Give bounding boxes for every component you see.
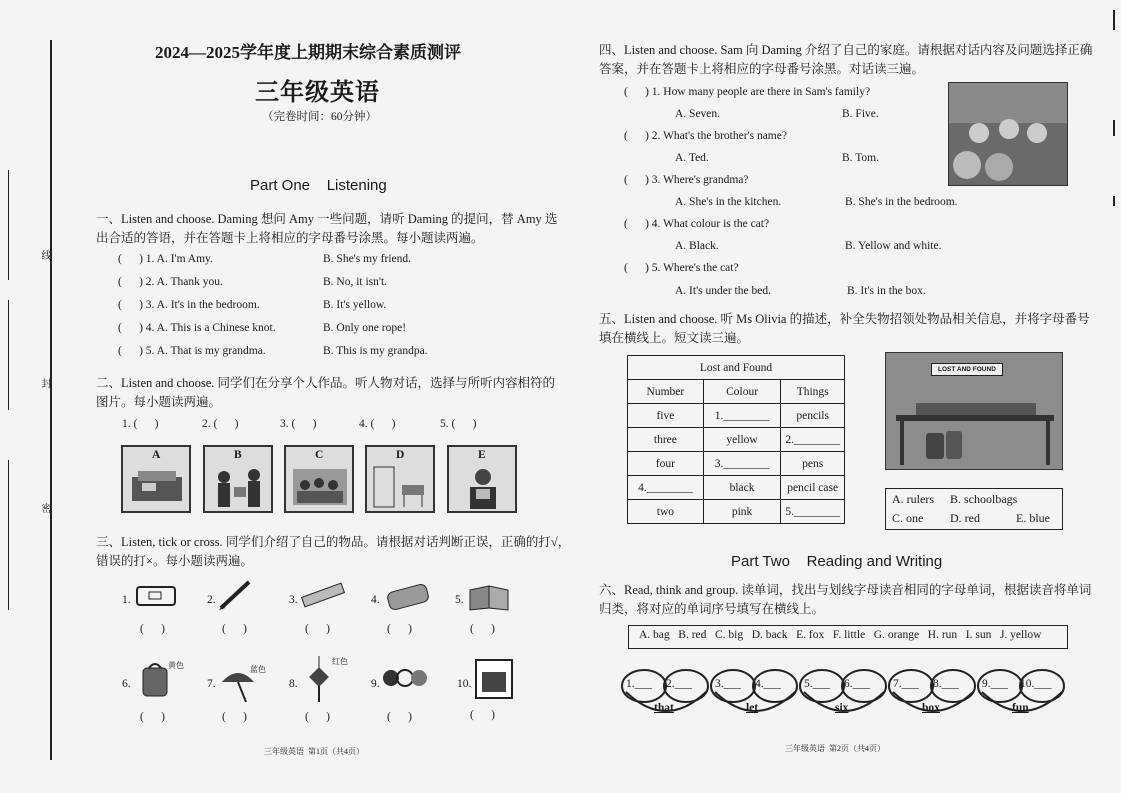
sec2-picture-a: A xyxy=(121,445,191,513)
sec4-q5-b: B. It's in the box. xyxy=(847,285,926,297)
sec5-options: A. rulers B. schoolbags C. one D. red E. blue xyxy=(885,488,1063,530)
bowl-blank[interactable]: 2.___ xyxy=(666,678,692,690)
bowl-word: box xyxy=(922,702,940,714)
sec1-q5: ( ) 5. A. That is my grandma. xyxy=(118,345,266,357)
sec4-q2: ( ) 2. What's the brother's name? xyxy=(624,130,787,142)
sec5-instruction-2: 填在横线上。短文读三遍。 xyxy=(599,331,750,345)
table-cell-blank[interactable]: 2.________ xyxy=(781,428,845,452)
subject-title: 三年级英语 xyxy=(255,80,380,106)
sec4-instruction-1: 四、Listen and choose. Sam 向 Daming 介绍了自己的家庭。请根据对话内容及问题选择正确 xyxy=(599,43,1093,57)
sec3-instruction-1: 三、Listen, tick or cross. 同学们介绍了自己的物品。请根据对话判断正误，正确的打√， xyxy=(96,535,571,549)
margin-label-secret: 密 xyxy=(39,503,50,513)
sec2-blank-4: 4. ( ) xyxy=(359,418,396,430)
sec4-q5: ( ) 5. Where's the cat? xyxy=(624,262,739,274)
exam-time: （完卷时间：60分钟） xyxy=(262,111,377,123)
sec3-instruction-2: 错误的打×。每小题读两遍。 xyxy=(96,554,254,568)
table-row xyxy=(628,452,845,476)
sec3-num-8: 8. xyxy=(289,678,298,690)
sec1-q5-b: B. This is my grandpa. xyxy=(323,345,428,357)
table-row xyxy=(628,428,845,452)
table-header: Things xyxy=(781,380,845,404)
sec6-instruction-1: 六、Read, think and group. 读单词，找出与划线字母读音相同的字母单词，根据读音将单词 xyxy=(599,583,1092,597)
bowl-blank[interactable]: 3.___ xyxy=(715,678,741,690)
bowl-blank[interactable]: 8.___ xyxy=(933,678,959,690)
sec1-q1-b: B. She's my friend. xyxy=(323,253,411,265)
table-cell: two xyxy=(628,500,704,524)
part-two-title: Part Two Reading and Writing xyxy=(731,553,943,570)
table-cell: pencils xyxy=(781,404,845,428)
table-cell: black xyxy=(703,476,781,500)
bowl-blank[interactable]: 7.___ xyxy=(893,678,919,690)
sec3-num-7: 7. xyxy=(207,678,216,690)
table-cell: three xyxy=(628,428,704,452)
lost-and-found-table xyxy=(627,355,845,524)
sec2-blank-2: 2. ( ) xyxy=(202,418,239,430)
sec5-instruction-1: 五、Listen and choose. 听 Ms Olivia 的描述，补全失物招领处物品相关信息，并将字母番号 xyxy=(599,312,1090,326)
sec4-q4: ( ) 4. What colour is the cat? xyxy=(624,218,770,230)
sec6-instruction-2: 归类，将对应的单词序号填写在横线上。 xyxy=(599,602,825,616)
painting-icon xyxy=(474,658,514,700)
sec3-num-4: 4. xyxy=(371,594,380,606)
ruler-icon xyxy=(298,580,346,610)
table-cell: pencil case xyxy=(781,476,845,500)
table-cell-blank[interactable]: 4.________ xyxy=(628,476,704,500)
sec4-q1-b: B. Five. xyxy=(842,108,879,120)
sec3-paren-3: ( ) xyxy=(305,623,330,635)
sec3-paren-9: ( ) xyxy=(387,711,412,723)
table-header: Colour xyxy=(703,380,781,404)
sec1-q3: ( ) 3. A. It's in the bedroom. xyxy=(118,299,260,311)
table-row xyxy=(628,404,845,428)
sec1-q2: ( ) 2. A. Thank you. xyxy=(118,276,223,288)
sec2-instruction-1: 二、Listen and choose. 同学们在分享个人作品。听人物对话，选择与所听内容相符的 xyxy=(96,376,556,390)
margin-label-seal: 封 xyxy=(39,378,50,388)
sec4-q3-b: B. She's in the bedroom. xyxy=(845,196,958,208)
balloons-icon xyxy=(381,664,431,698)
sec1-instruction-1: 一、Listen and choose. Daming 想问 Amy 一些问题，请听 Daming 的提问，替 Amy 选 xyxy=(96,212,558,226)
part-one-title: Part One Listening xyxy=(250,177,387,194)
sec1-q2-b: B. No, it isn't. xyxy=(323,276,388,288)
sec2-picture-b: B xyxy=(203,445,273,513)
sec4-q1-a: A. Seven. xyxy=(675,108,721,120)
sec3-num-9: 9. xyxy=(371,678,380,690)
sound-bowl-5 xyxy=(976,660,1068,714)
table-cell: yellow xyxy=(703,428,781,452)
table-cell: five xyxy=(628,404,704,428)
sec1-instruction-2: 出合适的答语，并在答题卡上将相应的字母番号涂黑。每小题读两遍。 xyxy=(96,231,484,245)
sec3-color-note-blue: 蓝色 xyxy=(250,665,266,674)
margin-label-line: 线 xyxy=(39,250,50,260)
footer-right: 三年级英语 第2页（共4页） xyxy=(785,744,885,753)
lunchbox-icon xyxy=(135,583,177,607)
sec3-num-10: 10. xyxy=(457,678,472,690)
bowl-blank[interactable]: 6.___ xyxy=(844,678,870,690)
sec2-blank-1: 1. ( ) xyxy=(122,418,159,430)
sec3-paren-10: ( ) xyxy=(470,709,495,721)
sec4-q4-a: A. Black. xyxy=(675,240,719,252)
sec4-q2-b: B. Tom. xyxy=(842,152,880,164)
bowl-blank[interactable]: 10.___ xyxy=(1020,678,1052,690)
table-header: Number xyxy=(628,380,704,404)
table-cell: pink xyxy=(703,500,781,524)
sec3-num-5: 5. xyxy=(455,594,464,606)
margin-rule xyxy=(50,40,52,760)
sec3-color-note-yellow: 黄色 xyxy=(168,661,184,670)
bowl-blank[interactable]: 9.___ xyxy=(982,678,1008,690)
sec4-q5-a: A. It's under the bed. xyxy=(675,285,771,297)
sec6-word-bank: A. bag B. red C. big D. back E. fox F. little G. orange H. run I. sun J. yellow xyxy=(628,625,1068,649)
sec3-paren-6: ( ) xyxy=(140,711,165,723)
table-row xyxy=(628,500,845,524)
sec3-num-6: 6. xyxy=(122,678,131,690)
lost-and-found-sign: LOST AND FOUND xyxy=(931,363,1003,376)
sec2-blank-5: 5. ( ) xyxy=(440,418,477,430)
sound-bowl-2 xyxy=(709,660,801,714)
sec3-paren-2: ( ) xyxy=(222,623,247,635)
right-edge-mark xyxy=(1113,196,1115,206)
sound-bowl-3 xyxy=(798,660,890,714)
sec3-paren-4: ( ) xyxy=(387,623,412,635)
bowl-blank[interactable]: 1.___ xyxy=(626,678,652,690)
sec4-q2-a: A. Ted. xyxy=(675,152,709,164)
sec1-q4: ( ) 4. A. This is a Chinese knot. xyxy=(118,322,276,334)
table-cell: four xyxy=(628,452,704,476)
sec3-color-note-red: 红色 xyxy=(332,657,348,666)
sec2-picture-e: E xyxy=(447,445,517,513)
sec3-paren-5: ( ) xyxy=(470,623,495,635)
sec2-picture-c: C xyxy=(284,445,354,513)
bowl-blank[interactable]: 4.___ xyxy=(755,678,781,690)
sec1-q1: ( ) 1. A. I'm Amy. xyxy=(118,253,213,265)
sound-bowl-4 xyxy=(887,660,979,714)
sec1-q4-b: B. Only one rope! xyxy=(323,322,407,334)
sec4-q3-a: A. She's in the kitchen. xyxy=(675,196,782,208)
footer-left: 三年级英语 第1页（共4页） xyxy=(264,747,364,756)
margin-field-line-3 xyxy=(8,460,9,610)
bowl-word: that xyxy=(654,702,674,714)
bowl-word: six xyxy=(835,702,849,714)
pencil-icon xyxy=(215,578,255,612)
table-cell-blank[interactable]: 3.________ xyxy=(703,452,781,476)
lost-and-found-photo xyxy=(885,352,1063,470)
sec4-q3: ( ) 3. Where's grandma? xyxy=(624,174,749,186)
sec3-num-3: 3. xyxy=(289,594,298,606)
sec4-q1: ( ) 1. How many people are there in Sam's family? xyxy=(624,86,871,98)
sec3-paren-1: ( ) xyxy=(140,623,165,635)
right-edge-mark xyxy=(1113,10,1115,30)
bowl-blank[interactable]: 5.___ xyxy=(804,678,830,690)
margin-field-line-2 xyxy=(8,300,9,410)
margin-field-line-1 xyxy=(8,170,9,280)
sec3-paren-8: ( ) xyxy=(305,711,330,723)
bowl-word: fun xyxy=(1012,702,1029,714)
chinese-knot-icon xyxy=(304,656,334,704)
sec1-q3-b: B. It's yellow. xyxy=(323,299,387,311)
sec2-picture-d: D xyxy=(365,445,435,513)
table-cell-blank[interactable]: 1.________ xyxy=(703,404,781,428)
pencil-case-icon xyxy=(382,580,432,612)
sec3-num-2: 2. xyxy=(207,594,216,606)
sound-bowl-1 xyxy=(620,660,712,714)
family-illustration xyxy=(948,82,1068,186)
sec2-instruction-2: 图片。每小题读两遍。 xyxy=(96,395,222,409)
right-edge-mark xyxy=(1113,120,1115,136)
sec2-blank-3: 3. ( ) xyxy=(280,418,317,430)
table-row xyxy=(628,476,845,500)
table-title: Lost and Found xyxy=(628,356,845,380)
bowl-word: let xyxy=(746,702,759,714)
exam-title: 2024—2025学年度上期期末综合素质测评 xyxy=(155,43,461,62)
table-cell-blank[interactable]: 5.________ xyxy=(781,500,845,524)
book-icon xyxy=(466,582,512,612)
sec4-q4-b: B. Yellow and white. xyxy=(845,240,942,252)
sec4-instruction-2: 答案，并在答题卡上将相应的字母番号涂黑。对话读三遍。 xyxy=(599,62,925,76)
table-cell: pens xyxy=(781,452,845,476)
sec3-num-1: 1. xyxy=(122,594,131,606)
sec3-paren-7: ( ) xyxy=(222,711,247,723)
